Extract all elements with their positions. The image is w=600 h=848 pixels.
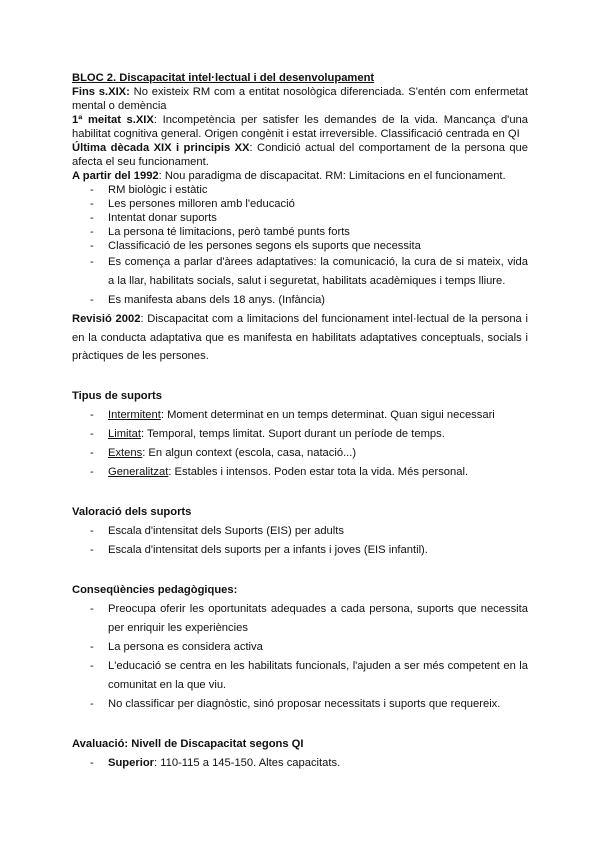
title-text: BLOC 2. Discapacitat intel·lectual i del desenvolupament: [72, 72, 375, 84]
list-item: - Preocupa oferir les oportunitats adequades a cada persona, suports que necessita per enriquir les experiències: [72, 600, 528, 638]
history-1992: [72, 169, 528, 183]
list-item: [72, 754, 528, 773]
list-item: - Intentat donar suports: [72, 211, 528, 225]
text: : Condició actual del comportament de la persona que afecta el seu funcionament.: [72, 142, 528, 168]
label: Última dècada XIX i principis XX: [72, 142, 250, 154]
list-item: - Classificació de les persones segons els suports que necessita: [72, 239, 528, 253]
text: : Moment determinat en un temps determinat. Quan sigui necessari: [160, 408, 495, 421]
history-fins: [72, 85, 528, 113]
term: Superior: [108, 756, 155, 769]
history-ultima: [72, 141, 528, 169]
valoracio-list: [72, 522, 528, 560]
text: : Incompetència per satisfer les demandes de la vida. Mancança d'una habilitat cognitiva general. Origen congènit i estat irreversible. Classificació centrada en QI: [72, 114, 528, 140]
text: : Temporal, temps limitat. Suport durant un període de temps.: [140, 427, 445, 440]
history-meitat: [72, 113, 528, 141]
text: No existeix RM com a entitat nosològica diferenciada. S'entén com enfermetat mental o demència: [72, 86, 528, 112]
list-item: - La persona es considera activa: [72, 638, 528, 657]
term: Generalitzat: [108, 465, 169, 478]
list-item: - Les persones milloren amb l'educació: [72, 197, 528, 211]
tipus-heading: Tipus de suports: [72, 389, 162, 402]
list-item: - Es manifesta abans dels 18 anys. (Infància): [72, 291, 528, 310]
document-content: [72, 71, 528, 773]
list-item: - Escala d'intensitat dels suports per a infants i joves (EIS infantil).: [72, 541, 528, 560]
consequencies-heading: Conseqüències pedagògiques:: [72, 583, 238, 596]
revisio-2002: [72, 310, 528, 366]
term: Intermitent: [108, 408, 161, 421]
term: Limitat: [108, 427, 141, 440]
text: : Discapacitat com a limitacions del funcionament intel·lectual de la persona i en la conducta adaptativa que es manifesta en habilitats adaptatives conceptuals, socials i pràctiques de les persones.: [72, 313, 528, 362]
avaluacio-list: [72, 754, 528, 773]
list-item: - L'educació se centra en les habilitats funcionals, l'ajuden a ser més competent en la comunitat en la que viu.: [72, 657, 528, 695]
list-item: [72, 425, 528, 444]
term: Extens: [108, 446, 143, 459]
text: : Nou paradigma de discapacitat. RM: Limitacions en el funcionament.: [158, 170, 506, 182]
list-item: [72, 406, 528, 425]
list-item: - RM biològic i estàtic: [72, 183, 528, 197]
label: A partir del 1992: [72, 170, 159, 182]
valoracio-heading: Valoració dels suports: [72, 505, 192, 518]
label: 1ª meitat s.XIX: [72, 114, 154, 126]
paradigm-list-2: [72, 253, 528, 310]
tipus-list: [72, 406, 528, 482]
text: : Estables i intensos. Poden estar tota la vida. Més personal.: [168, 465, 469, 478]
list-item: - La persona té limitacions, però també punts forts: [72, 225, 528, 239]
consequencies-list: [72, 600, 528, 714]
list-item: [72, 463, 528, 482]
text: : En algun context (escola, casa, natació...): [142, 446, 357, 459]
label: Fins s.XIX:: [72, 86, 130, 98]
label: Revisió 2002: [72, 313, 141, 325]
paradigm-list: [72, 183, 528, 253]
avaluacio-heading: Avaluació: Nivell de Discapacitat segons QI: [72, 737, 304, 750]
document-title: [72, 71, 528, 85]
list-item: - Es comença a parlar d'àrees adaptatives: la comunicació, la cura de si mateix, vida a la llar, habilitats socials, salut i seguretat, habilitats acadèmiques i temps lliure.: [72, 253, 528, 291]
list-item: [72, 444, 528, 463]
list-item: - Escala d'intensitat dels Suports (EIS) per adults: [72, 522, 528, 541]
list-item: - No classificar per diagnòstic, sinó proposar necessitats i suports que requereix.: [72, 695, 528, 714]
text: : 110-115 a 145-150. Altes capacitats.: [154, 756, 341, 769]
